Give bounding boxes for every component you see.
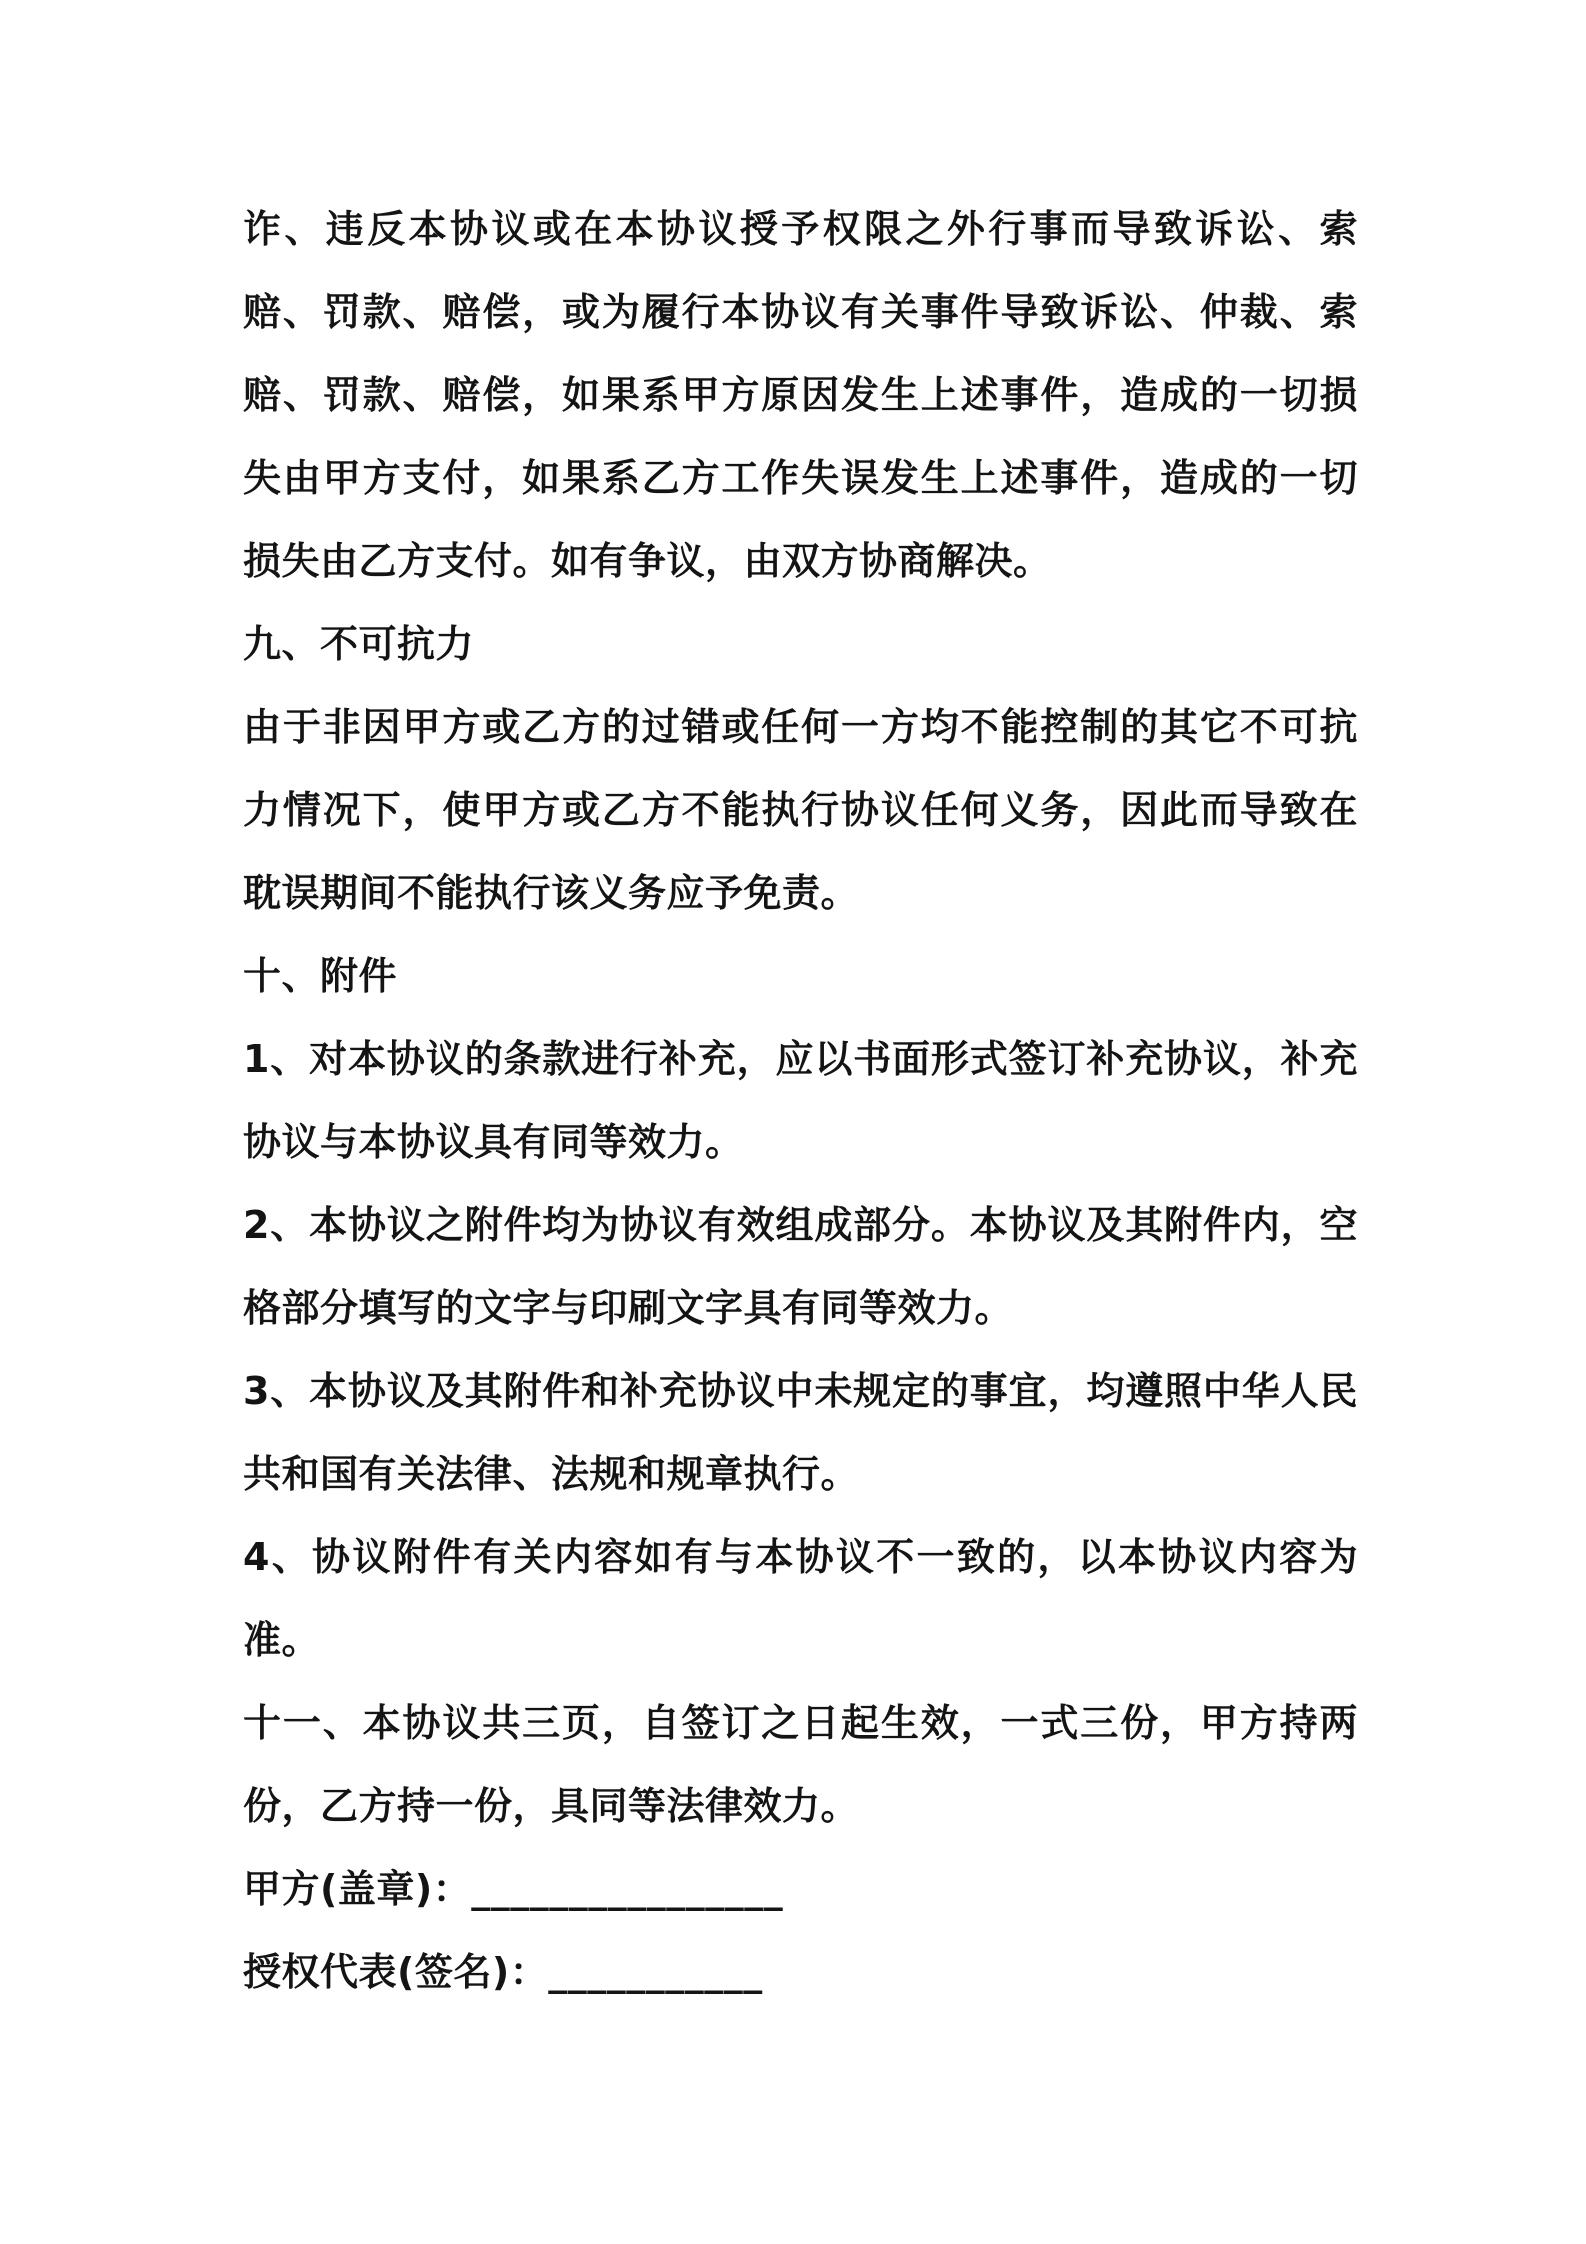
paragraph-attachment-1: 1、对本协议的条款进行补充，应以书面形式签订补充协议，补充协议与本协议具有同等效力。 (243, 1037, 1358, 1164)
section-heading-force-majeure: 九、不可抗力 (243, 622, 475, 666)
paragraph-attachment-4: 4、协议附件有关内容如有与本协议不一致的，以本协议内容为准。 (243, 1535, 1358, 1662)
section-heading-attachments: 十、附件 (243, 954, 398, 998)
paragraph-force-majeure: 由于非因甲方或乙方的过错或任何一方均不能控制的其它不可抗力情况下，使甲方或乙方不能执行协议任何义务，因此而导致在耽误期间不能执行该义务应予免责。 (243, 705, 1358, 915)
paragraph-continuation: 诈、违反本协议或在本协议授予权限之外行事而导致诉讼、索赔、罚款、赔偿，或为履行本协议有关事件导致诉讼、仲裁、索赔、罚款、赔偿，如果系甲方原因发生上述事件，造成的一切损失由甲方支付，如果系乙方工作失误发生上述事件，造成的一切损失由乙方支付。如有争议，由双方协商解决。 (243, 207, 1358, 583)
signature-party-a: 甲方(盖章)：________________ (243, 1867, 784, 1911)
paragraph-attachment-2: 2、本协议之附件均为协议有效组成部分。本协议及其附件内，空格部分填写的文字与印刷文字具有同等效力。 (243, 1203, 1358, 1330)
document-body (243, 188, 1358, 2014)
paragraph-clause-11: 十一、本协议共三页，自签订之日起生效，一式三份，甲方持两份，乙方持一份，具同等法律效力。 (243, 1701, 1358, 1828)
paragraph-attachment-3: 3、本协议及其附件和补充协议中未规定的事宜，均遵照中华人民共和国有关法律、法规和规章执行。 (243, 1369, 1358, 1496)
signature-authorized-rep: 授权代表(签名)：___________ (243, 1950, 763, 1994)
